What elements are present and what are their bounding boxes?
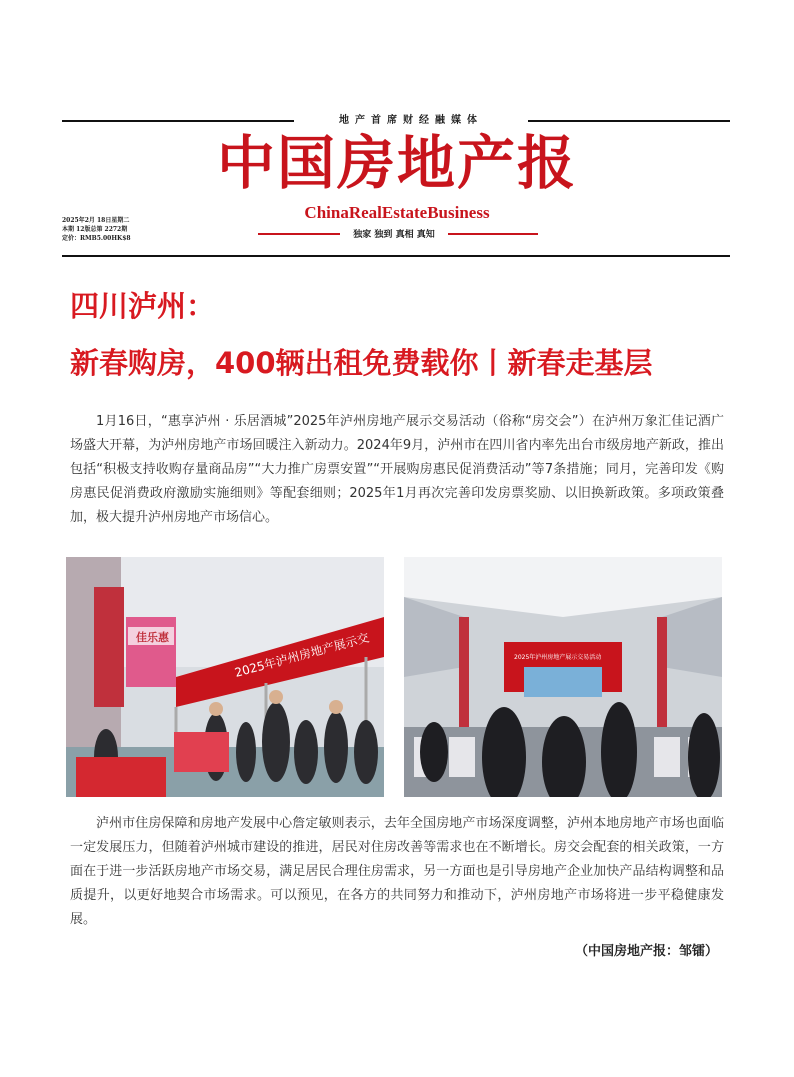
issue-info (62, 216, 131, 243)
newspaper-title: 中国房地产报 (216, 129, 577, 197)
masthead-rule-right (528, 120, 730, 122)
stage-sign-text: 2025年泸州房地产展示交易活动 (514, 654, 602, 661)
article-credit: （中国房地产报：邹镭） (574, 944, 718, 959)
expo-banner-text: 2025年泸州房地产展示交 (233, 630, 371, 680)
mall-sign-text: 佳乐惠 (136, 631, 169, 644)
masthead-rule-left (62, 120, 294, 122)
article-headline-line2: 新春购房，400辆出租免费载你丨新春走基层 (70, 346, 653, 380)
article-headline-line1: 四川泸州： (70, 289, 216, 323)
slogan-rule-right (448, 233, 538, 235)
masthead-bottom-rule (62, 255, 730, 257)
issue-number: 本期 12版总第 2272期 (62, 226, 128, 233)
issue-date: 2025年2月 18日星期二 (62, 217, 130, 224)
issue-price: 定价：RMB5.00HK$8 (62, 235, 131, 242)
article-paragraph-2: 泸州市住房保障和房地产发展中心詹定敏则表示，去年全国房地产市场深度调整，泸州本地房地产市场也面临一定发展压力，但随着泸州城市建设的推进，居民对住房改善等需求也在不断增长。房交会配套的相关政策，一方面在于进一步活跃房地产市场交易，满足居民合理住房需求，另一方面也是引导房地产企业加快产品结构调整和品质提升，以更好地契合市场需求。可以预见，在各方的共同努力和推动下，泸州房地产市场将进一步平稳健康发展。 (70, 816, 724, 927)
photo-outdoor-expo (66, 557, 384, 797)
article-paragraph-1: 1月16日，“惠享泸州 · 乐居酒城”2025年泸州房地产展示交易活动（俗称“房交会”）在泸州万象汇佳记酒广场盛大开幕，为泸州房地产市场回暖注入新动力。2024年9月，泸州市在四川省内率先出台市级房地产新政，推出包括“积极支持收购存量商品房”“大力推广房票安置”“开展购房惠民促消费活动”等7条措施；同月，完善印发《购房惠民促消费政府激励实施细则》等配套细则；2025年1月再次完善印发房票奖励、以旧换新政策。多项政策叠加，极大提升泸州房地产市场信心。 (70, 414, 724, 525)
masthead-slogan: 独家 独到 真相 真知 (353, 230, 435, 240)
slogan-rule-left (258, 233, 340, 235)
newspaper-title-english: ChinaRealEstateBusiness (304, 203, 490, 222)
photo-indoor-event (404, 557, 722, 797)
masthead-tagline: 地产首席财经融媒体 (339, 115, 483, 126)
